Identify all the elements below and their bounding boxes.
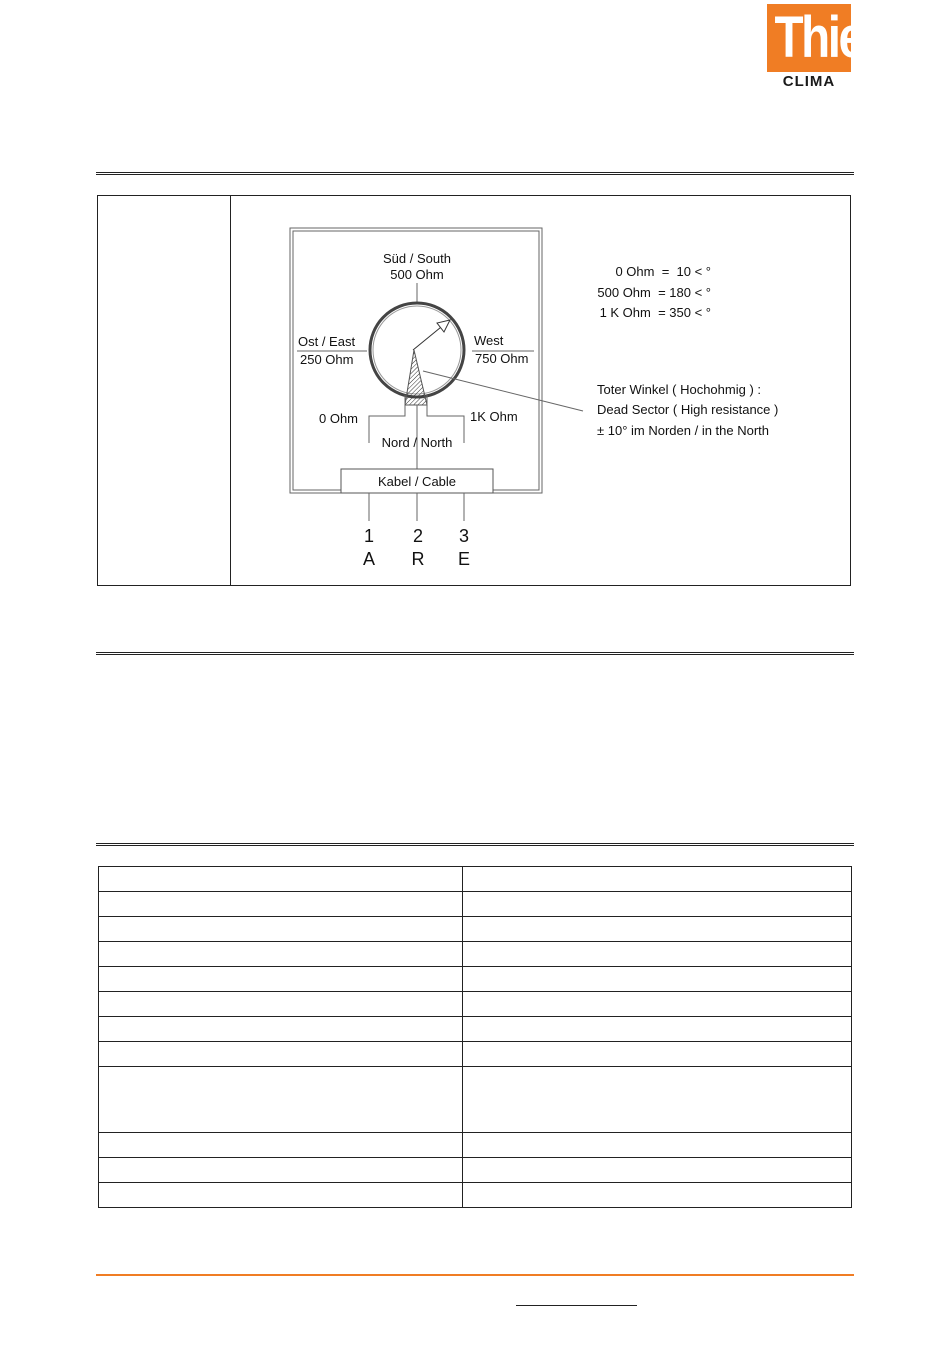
dead-sector-line-1: Toter Winkel ( Hochohmig ) : <box>597 382 761 397</box>
pin-1-number: 1 <box>363 526 375 546</box>
legend-line-1: 0 Ohm = 10 < ° <box>615 264 711 279</box>
spec-table <box>98 866 852 1208</box>
table-row <box>99 942 852 967</box>
table-cell-value <box>462 1067 851 1133</box>
table-cell-value <box>462 867 851 892</box>
table-row <box>99 867 852 892</box>
table-row <box>99 1133 852 1158</box>
table-cell-label <box>99 1067 463 1133</box>
table-cell-value <box>462 892 851 917</box>
table-cell-label <box>99 867 463 892</box>
cable-label: Kabel / Cable <box>377 474 457 489</box>
footer-link-underline[interactable] <box>516 1305 637 1306</box>
dead-sector-line-3: ± 10° im Norden / in the North <box>597 423 770 438</box>
table-row <box>99 1017 852 1042</box>
table-cell-value <box>462 1042 851 1067</box>
wiring-diagram <box>97 195 851 586</box>
pin-3-letter: E <box>457 549 471 569</box>
table-cell-label <box>99 917 463 942</box>
table-cell-label <box>99 1042 463 1067</box>
dead-sector-wedge <box>405 350 427 405</box>
figure-box <box>97 195 851 586</box>
footer-rule <box>96 1274 854 1276</box>
table-cell-label <box>99 892 463 917</box>
dead-sector-line-2: Dead Sector ( High resistance ) <box>597 402 779 417</box>
pin-2-letter: R <box>411 549 425 569</box>
logo-subtitle: CLIMA <box>782 73 836 90</box>
table-cell-value <box>462 1133 851 1158</box>
logo-box <box>767 4 887 72</box>
one-k-ohm-terminal: 1K Ohm <box>470 409 518 424</box>
legend-line-2: 500 Ohm = 180 < ° <box>597 285 711 300</box>
dead-sector-leader <box>423 371 583 411</box>
table-row <box>99 1042 852 1067</box>
table-cell-label <box>99 1017 463 1042</box>
west-value: 750 Ohm <box>475 351 529 366</box>
table-cell-value <box>462 992 851 1017</box>
table-cell-label <box>99 992 463 1017</box>
table-cell-label <box>99 967 463 992</box>
north-label: Nord / North <box>381 435 453 450</box>
section-rule-3 <box>96 843 854 846</box>
logo-wordmark: Thies <box>774 5 887 70</box>
table-cell-label <box>99 1133 463 1158</box>
zero-ohm-terminal: 0 Ohm <box>319 411 359 426</box>
section-rule-2 <box>96 652 854 655</box>
east-label: Ost / East <box>298 334 356 349</box>
section-rule-1 <box>96 172 854 175</box>
pin-2-number: 2 <box>412 526 424 546</box>
table-cell-value <box>462 967 851 992</box>
table-cell-label <box>99 1183 463 1208</box>
legend-line-3: 1 K Ohm = 350 < ° <box>599 305 711 320</box>
table-row <box>99 892 852 917</box>
table-cell-label <box>99 1158 463 1183</box>
table-row <box>99 1067 852 1133</box>
table-cell-value <box>462 1183 851 1208</box>
table-cell-value <box>462 1158 851 1183</box>
thies-clima-logo <box>767 4 887 90</box>
table-row <box>99 1183 852 1208</box>
table-cell-value <box>462 917 851 942</box>
south-value: 500 Ohm <box>390 267 444 282</box>
pin-3-number: 3 <box>458 526 470 546</box>
west-label: West <box>474 333 504 348</box>
table-cell-value <box>462 1017 851 1042</box>
east-value: 250 Ohm <box>300 352 354 367</box>
pin-1-letter: A <box>362 549 376 569</box>
table-row <box>99 1158 852 1183</box>
table-row <box>99 967 852 992</box>
south-label: Süd / South <box>383 251 451 266</box>
table-cell-label <box>99 942 463 967</box>
table-cell-value <box>462 942 851 967</box>
table-row <box>99 917 852 942</box>
table-row <box>99 992 852 1017</box>
